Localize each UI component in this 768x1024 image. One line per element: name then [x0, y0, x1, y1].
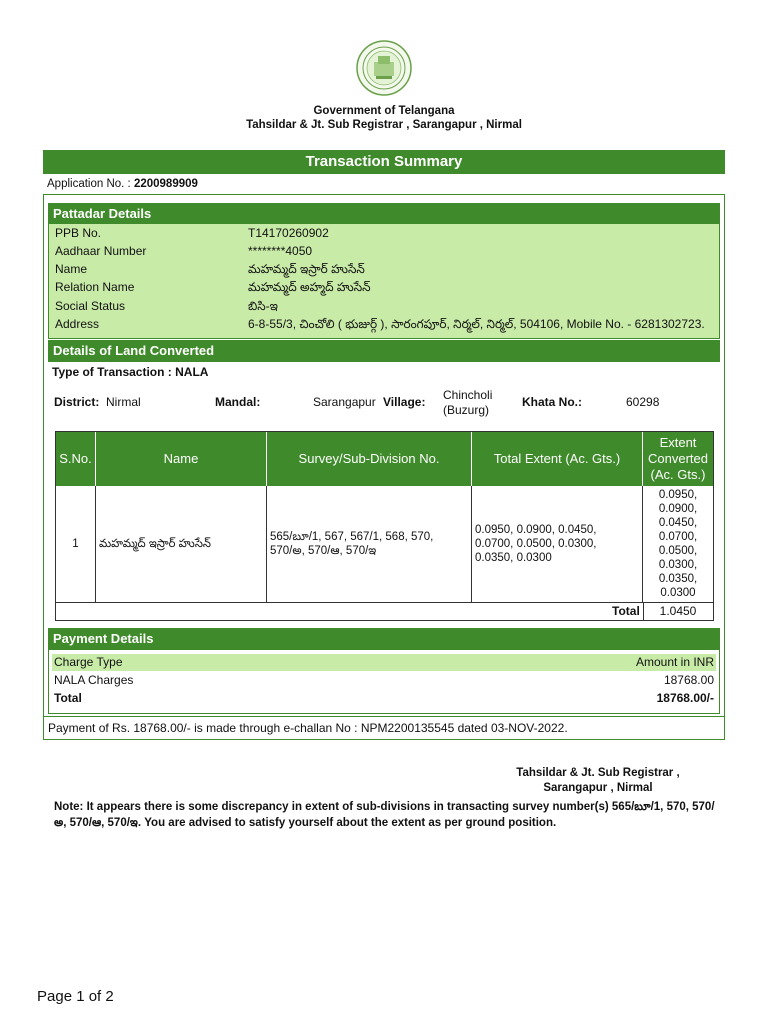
- land-total-row: [56, 602, 713, 620]
- khata-value: 60298: [626, 395, 660, 409]
- village-value-line2: (Buzurg): [443, 403, 490, 417]
- land-total-label: Total: [612, 604, 640, 618]
- pattadar-row-social-status: [55, 297, 720, 315]
- land-table: [55, 431, 714, 621]
- col-sno: S.No.: [56, 432, 96, 486]
- telangana-state-emblem-icon: [356, 40, 412, 96]
- payment-total-row: [52, 690, 716, 707]
- col-total-extent: Total Extent (Ac. Gts.): [472, 432, 643, 486]
- col-extent-converted-l1: Extent: [659, 435, 697, 450]
- col-name: Name: [96, 432, 267, 486]
- cell-total-l2: 0.0700, 0.0500, 0.0300,: [475, 538, 597, 550]
- mandal-label: Mandal:: [215, 395, 261, 409]
- pattadar-heading: Pattadar Details: [48, 204, 720, 224]
- social-status-value: బిసి-ఇ: [248, 299, 278, 313]
- district-label: District:: [54, 395, 100, 409]
- cell-survey-l1: 565/బూ/1, 567, 567/1, 568, 570,: [270, 531, 434, 543]
- signature-line2: Sarangapur , Nirmal: [543, 782, 653, 794]
- pattadar-row-ppb: [55, 224, 720, 242]
- pattadar-row-relation: [55, 278, 720, 296]
- col-extent-converted: [643, 432, 713, 486]
- pattadar-row-name: [55, 260, 720, 278]
- payment-note: Payment of Rs. 18768.00/- is made through e-challan No : NPM2200135545 dated 03-NOV-2022.: [43, 716, 725, 740]
- cell-extent-converted: [643, 486, 713, 602]
- district-value: Nirmal: [106, 395, 141, 409]
- address-label: Address: [55, 317, 100, 331]
- cell-name: మహమ్మద్ ఇస్రార్ హుసేన్: [96, 486, 267, 602]
- aadhaar-label: Aadhaar Number: [55, 244, 147, 258]
- converted-value: 0.0700,: [658, 531, 698, 543]
- application-value: 2200989909: [133, 178, 198, 190]
- pattadar-row-aadhaar: [55, 242, 720, 260]
- converted-value: 0.0450,: [658, 517, 698, 529]
- application-number: [47, 178, 198, 190]
- payment-heading: Payment Details: [48, 628, 720, 650]
- land-converted-heading: Details of Land Converted: [48, 340, 720, 362]
- ppb-value: T14170260902: [248, 226, 329, 240]
- discrepancy-note: Note: It appears there is some discrepancy in extent of sub-divisions in transacting survey number(s) 565/బూ/1, 570, 570/అ, 570/ఆ, 570/ఇ. You are advised to satisfy yourself about the extent as per ground position.: [54, 801, 715, 829]
- payment-total-value: 18768.00/-: [656, 691, 714, 705]
- name-label: Name: [55, 262, 88, 276]
- col-survey: Survey/Sub-Division No.: [267, 432, 472, 486]
- cell-total-l3: 0.0350, 0.0300: [475, 552, 552, 564]
- converted-value: 0.0300: [660, 587, 696, 599]
- converted-value: 0.0350,: [658, 573, 698, 585]
- page-number: Page 1 of 2: [37, 988, 114, 1005]
- nala-value: 18768.00: [663, 673, 714, 687]
- pattadar-row-address: [55, 315, 720, 333]
- converted-value: 0.0900,: [658, 503, 698, 515]
- relation-value: మహమ్మద్ అహ్మద్ హుసేన్: [248, 280, 371, 294]
- amount-label: Amount in INR: [635, 655, 714, 669]
- village-label: Village:: [383, 395, 426, 409]
- khata-label: Khata No.:: [522, 395, 582, 409]
- converted-value: 0.0300,: [658, 559, 698, 571]
- aadhaar-value: ********4050: [248, 244, 313, 258]
- name-value: మహమ్మద్ ఇస్రార్ హుసేన్: [248, 262, 365, 276]
- social-status-label: Social Status: [55, 299, 126, 313]
- payment-total-label: Total: [54, 691, 82, 705]
- cell-survey: [267, 486, 472, 602]
- converted-value: 0.0500,: [658, 545, 698, 557]
- payment-nala-row: [52, 672, 716, 689]
- transaction-type: Type of Transaction : NALA: [52, 365, 209, 379]
- village-value-line1: Chincholi: [443, 388, 493, 402]
- page-title: Transaction Summary: [43, 150, 725, 174]
- signature-line1: Tahsildar & Jt. Sub Registrar ,: [516, 767, 680, 779]
- cell-total-extent: [472, 486, 643, 602]
- cell-total-l1: 0.0950, 0.0900, 0.0450,: [475, 524, 597, 536]
- cell-survey-l2: 570/అ, 570/ఆ, 570/ఇ: [270, 545, 377, 557]
- col-extent-converted-l3: (Ac. Gts.): [650, 467, 706, 482]
- mandal-value: Sarangapur: [313, 395, 376, 409]
- converted-value: 0.0950,: [658, 489, 698, 501]
- ppb-label: PPB No.: [55, 226, 102, 240]
- relation-label: Relation Name: [55, 280, 135, 294]
- land-total-value: 1.0450: [659, 604, 697, 618]
- address-value: 6-8-55/3, చించోలి ( భుజుర్గ్ ), సారంగపూర్, నిర్మల్, నిర్మల్, 504106, Mobile No. - 6281302723.: [248, 317, 705, 331]
- application-label: Application No. :: [47, 178, 131, 190]
- cell-sno: 1: [56, 486, 96, 602]
- col-extent-converted-l2: Converted: [648, 451, 708, 466]
- header-government: Government of Telangana: [313, 105, 455, 117]
- header-office: Tahsildar & Jt. Sub Registrar , Sarangapur , Nirmal: [246, 119, 522, 131]
- charge-type-label: Charge Type: [54, 655, 123, 669]
- payment-header-row: [52, 654, 716, 671]
- nala-label: NALA Charges: [54, 673, 134, 687]
